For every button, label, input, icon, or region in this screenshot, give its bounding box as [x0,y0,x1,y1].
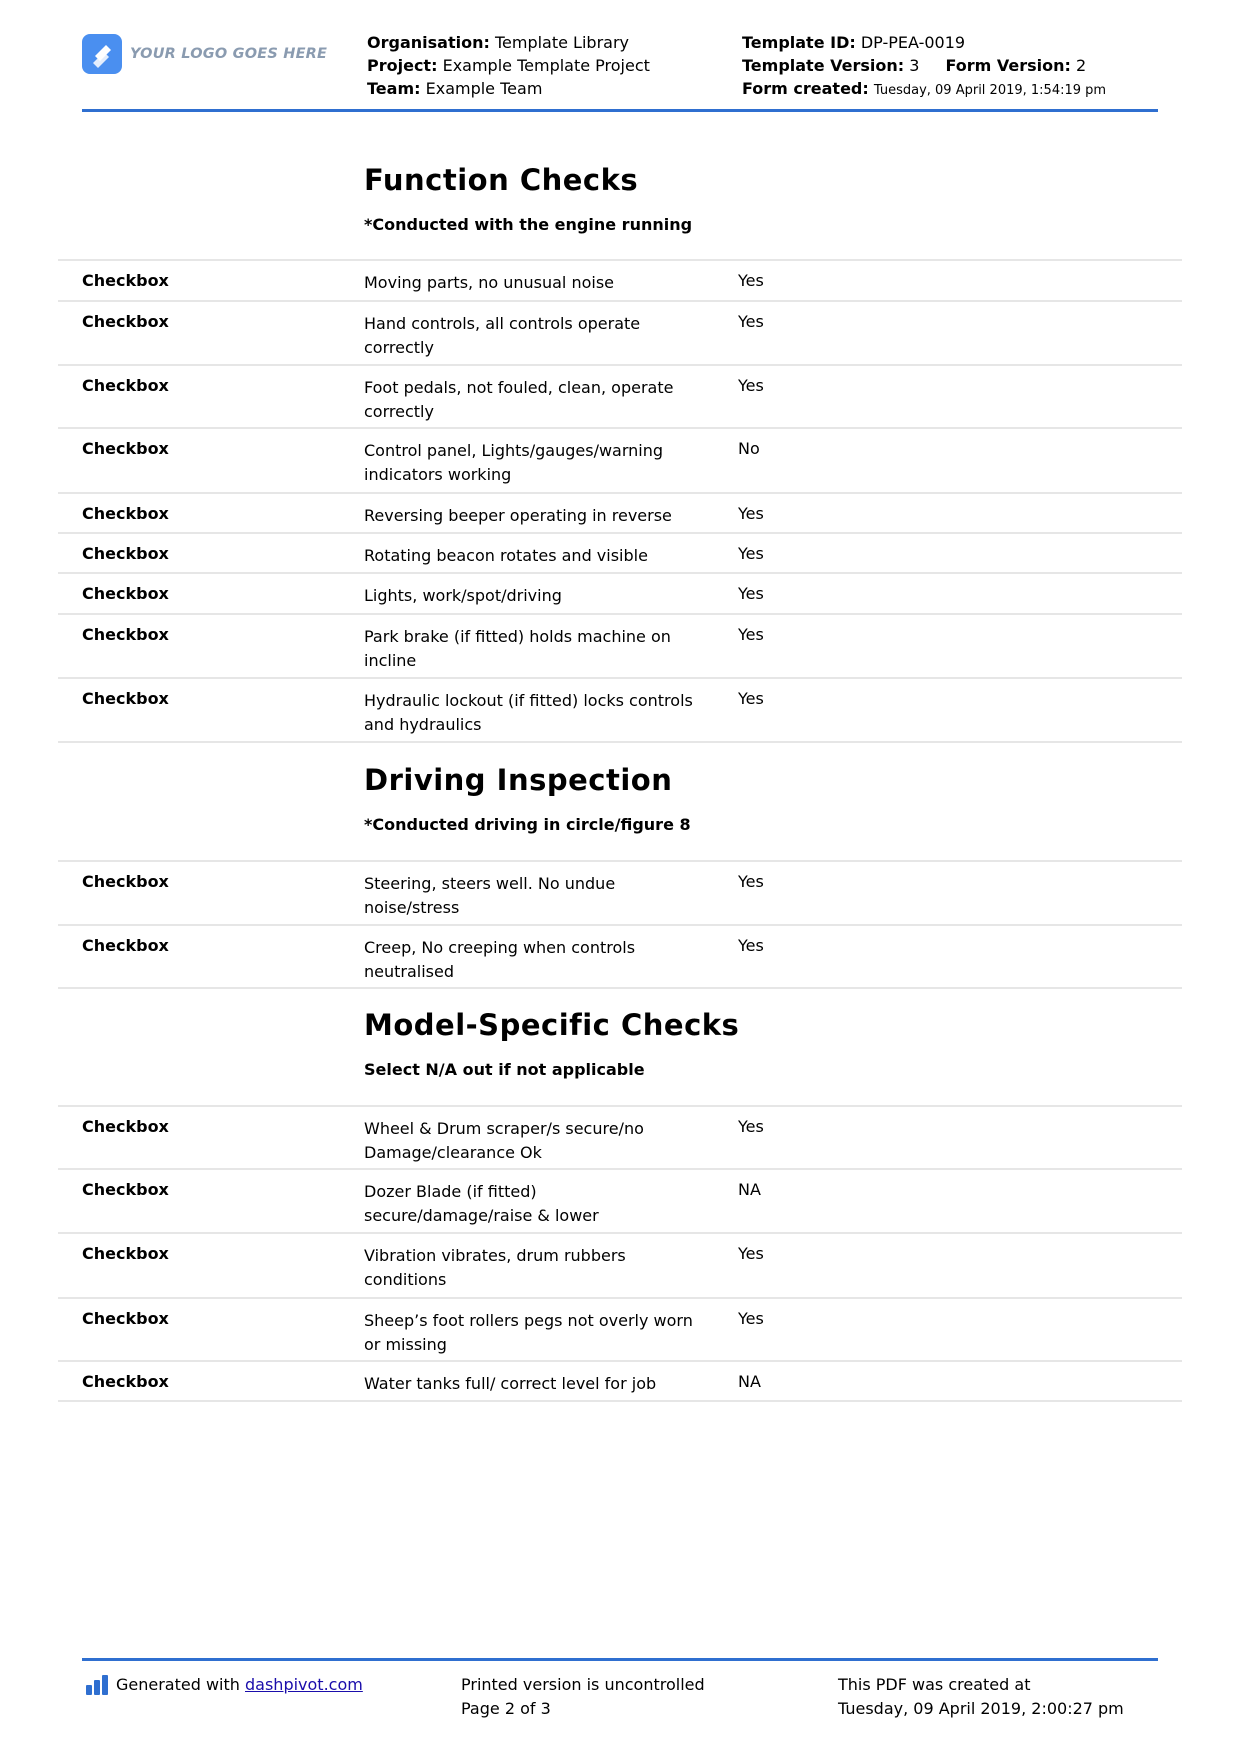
row-label: Checkbox [82,689,169,708]
row-label: Checkbox [82,1180,169,1199]
row-description: Lights, work/spot/driving [364,586,562,605]
row-label: Checkbox [82,271,169,290]
table-row [58,613,1182,679]
row-label: Checkbox [82,1372,169,1391]
team-label: Team: [367,79,421,98]
table-row [58,677,1182,743]
row-value: Yes [738,1244,764,1263]
header-project-info [367,31,650,100]
table-row [58,860,1182,926]
footer-divider [82,1658,1158,1661]
row-description: Creep, No creeping when controls neutralised [364,938,636,981]
row-description: Wheel & Drum scraper/s secure/no Damage/clearance Ok [364,1119,644,1162]
row-label: Checkbox [82,439,169,458]
section-subtitle-function-checks: *Conducted with the engine running [364,215,693,234]
row-description: Control panel, Lights/gauges/warning indicators working [364,441,664,484]
footer-print-info [461,1673,705,1721]
table-row [58,1168,1182,1234]
table-row [58,924,1182,989]
organisation-value: Template Library [494,33,629,52]
footer-created-info [838,1673,1124,1721]
table-row [58,532,1182,574]
page-number: Page 2 of 3 [461,1699,551,1718]
table-divider [58,1400,1182,1402]
table-row [58,259,1182,302]
row-label: Checkbox [82,312,169,331]
table-divider [58,987,1182,989]
project-label: Project: [367,56,438,75]
row-value: Yes [738,1309,764,1328]
row-value: NA [738,1180,761,1199]
section-title-model-specific-checks: Model-Specific Checks [364,1008,740,1042]
uncontrolled-notice: Printed version is uncontrolled [461,1675,705,1694]
table-divider [58,741,1182,743]
template-id-value: DP-PEA-0019 [860,33,966,52]
row-value: NA [738,1372,761,1391]
pdf-created-date: Tuesday, 09 April 2019, 2:00:27 pm [838,1699,1124,1718]
row-value: Yes [738,271,764,290]
team-value: Example Team [425,79,543,98]
row-label: Checkbox [82,504,169,523]
template-id-label: Template ID: [742,33,856,52]
form-version-label: Form Version: [945,56,1071,75]
row-description: Park brake (if fitted) holds machine on incline [364,627,671,670]
table-row [58,427,1182,494]
generated-prefix: Generated with [116,1675,245,1694]
pdf-created-label: This PDF was created at [838,1675,1031,1694]
row-description: Dozer Blade (if fitted) secure/damage/raise & lower [364,1182,599,1225]
row-description: Vibration vibrates, drum rubbers conditions [364,1246,626,1289]
row-value: Yes [738,504,764,523]
row-label: Checkbox [82,1117,169,1136]
row-label: Checkbox [82,1244,169,1263]
row-value: Yes [738,312,764,331]
row-value: Yes [738,625,764,644]
row-value: Yes [738,376,764,395]
row-description: Water tanks full/ correct level for job [364,1374,657,1393]
section-title-function-checks: Function Checks [364,163,639,197]
row-description: Reversing beeper operating in reverse [364,506,672,525]
row-label: Checkbox [82,1309,169,1328]
row-value: Yes [738,1117,764,1136]
organisation-label: Organisation: [367,33,490,52]
header-divider [82,109,1158,112]
section-title-driving-inspection: Driving Inspection [364,763,673,797]
row-value: Yes [738,689,764,708]
company-logo [82,34,327,74]
logo-text: YOUR LOGO GOES HERE [130,46,328,62]
row-label: Checkbox [82,872,169,891]
row-value: No [738,439,760,458]
project-value: Example Template Project [442,56,650,75]
row-label: Checkbox [82,625,169,644]
row-description: Hand controls, all controls operate correctly [364,314,641,357]
page-header [82,0,1158,112]
table-row [58,492,1182,534]
table-row [58,1360,1182,1402]
header-template-info [742,31,1106,102]
row-label: Checkbox [82,376,169,395]
row-description: Steering, steers well. No undue noise/stress [364,874,616,917]
table-row [58,1297,1182,1362]
table-row [58,300,1182,366]
row-label: Checkbox [82,584,169,603]
table-row [58,1105,1182,1170]
row-description: Foot pedals, not fouled, clean, operate correctly [364,378,674,421]
section-subtitle-driving-inspection: *Conducted driving in circle/figure 8 [364,815,691,834]
table-row [58,364,1182,429]
table-row [58,1232,1182,1299]
dashpivot-link[interactable]: dashpivot.com [245,1675,363,1694]
row-value: Yes [738,936,764,955]
table-row [58,572,1182,615]
form-version-value: 2 [1075,56,1087,75]
row-description: Moving parts, no unusual noise [364,273,615,292]
section-subtitle-model-specific-checks: Select N/A out if not applicable [364,1060,645,1079]
row-label: Checkbox [82,936,169,955]
row-description: Sheep’s foot rollers pegs not overly worn or missing [364,1311,693,1354]
logo-icon [82,34,122,74]
template-version-label: Template Version: [742,56,905,75]
dashpivot-bars-icon [86,1675,110,1695]
row-description: Rotating beacon rotates and visible [364,546,648,565]
row-description: Hydraulic lockout (if fitted) locks controls and hydraulics [364,691,693,734]
template-version-value: 3 [909,56,920,75]
row-value: Yes [738,872,764,891]
row-value: Yes [738,584,764,603]
form-created-label: Form created: [742,79,869,98]
row-value: Yes [738,544,764,563]
footer-generated [86,1673,363,1697]
row-label: Checkbox [82,544,169,563]
form-created-value: Tuesday, 09 April 2019, 1:54:19 pm [873,83,1107,98]
